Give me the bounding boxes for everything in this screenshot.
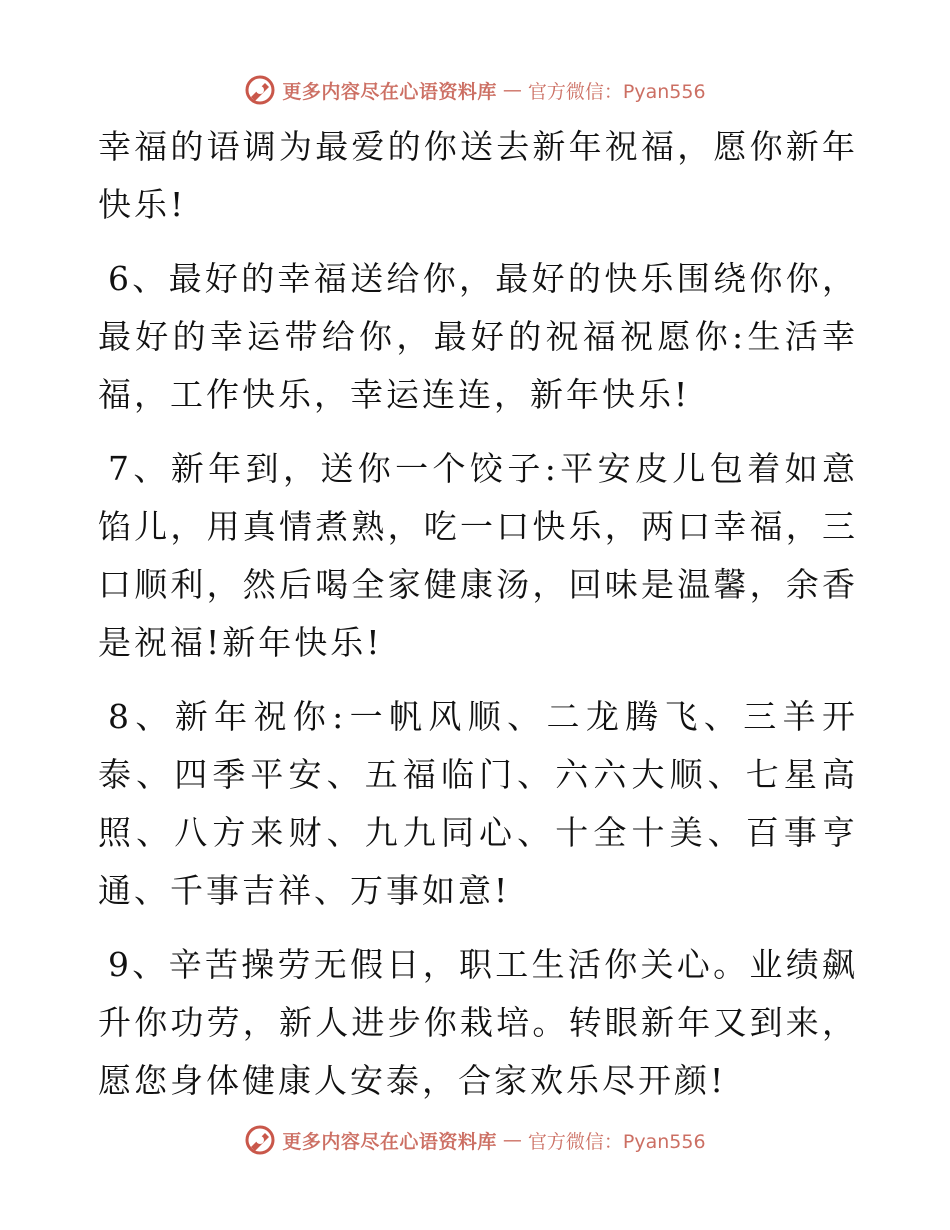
logo-icon — [244, 1124, 276, 1156]
document-body — [98, 118, 858, 1126]
watermark-text: 更多内容尽在心语资料库 — [282, 80, 497, 103]
paragraph-8: 8、新年祝你:一帆风顺、二龙腾飞、三羊开泰、四季平安、五福临门、六六大顺、七星高照、八方来财、九九同心、十全十美、百事亨通、千事吉祥、万事如意! — [98, 697, 858, 910]
paragraph-6: 6、最好的幸福送给你，最好的快乐围绕你你，最好的幸运带给你，最好的祝福祝愿你:生活幸福，工作快乐，幸运连连，新年快乐! — [98, 259, 858, 414]
logo-icon — [244, 74, 276, 106]
paragraph-9: 9、辛苦操劳无假日，职工生活你关心。业绩飙升你功劳，新人进步你栽培。转眼新年又到来，愿您身体健康人安泰，合家欢乐尽开颜! — [98, 945, 858, 1100]
watermark-dash: — — [502, 79, 522, 101]
watermark-wechat: 官方微信：Pyan556 — [527, 1130, 706, 1153]
paragraph-7: 7、新年到，送你一个饺子:平安皮儿包着如意馅儿，用真情煮熟，吃一口快乐，两口幸福，三口顺利，然后喝全家健康汤，回味是温馨，余香是祝福!新年快乐! — [98, 449, 858, 662]
paragraph-intro: 幸福的语调为最爱的你送去新年祝福，愿你新年快乐! — [98, 127, 858, 224]
watermark-dash: — — [502, 1129, 522, 1151]
header-watermark — [0, 72, 950, 108]
footer-watermark — [0, 1122, 950, 1158]
watermark-wechat: 官方微信：Pyan556 — [527, 80, 706, 103]
watermark-text: 更多内容尽在心语资料库 — [282, 1130, 497, 1153]
